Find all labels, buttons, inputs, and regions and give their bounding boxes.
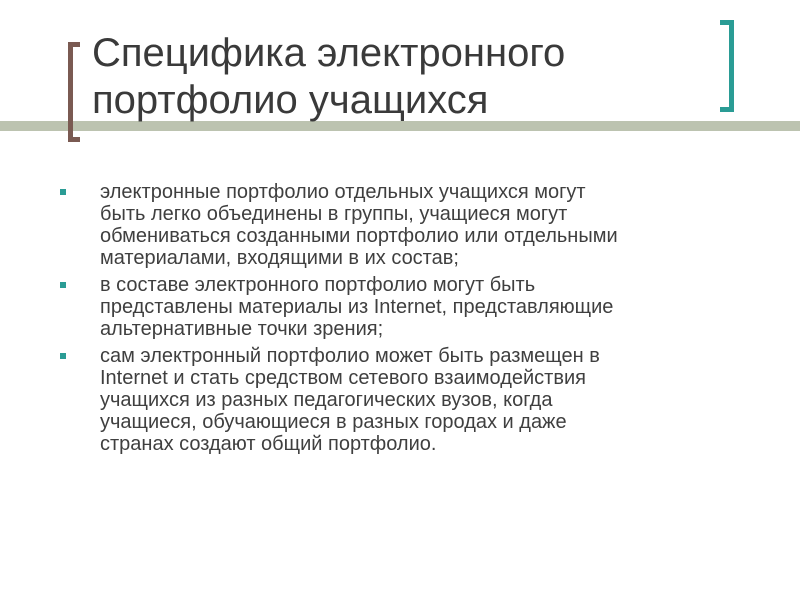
- bullet-item: [50, 274, 750, 340]
- bullet-text-line: сам электронный портфолио может быть размещен в: [100, 345, 600, 367]
- right-bracket-decoration: [720, 20, 734, 112]
- bullet-text-line: альтернативные точки зрения;: [100, 318, 384, 340]
- bullet-text: [100, 274, 750, 340]
- bullet-text-line: электронные портфолио отдельных учащихся могут: [100, 181, 586, 203]
- square-bullet-icon: [60, 189, 66, 195]
- square-bullet-icon: [60, 282, 66, 288]
- bullet-text-line: в составе электронного портфолио могут быть: [100, 274, 536, 296]
- bullet-item: [50, 181, 750, 269]
- bullet-text-line: странах создают общий портфолио.: [100, 433, 437, 455]
- bullet-text-line: Internet и стать средством сетевого взаимодействия: [100, 367, 586, 389]
- bullet-text: [100, 181, 750, 269]
- left-bracket-decoration: [68, 42, 80, 142]
- square-bullet-icon: [60, 353, 66, 359]
- bullet-text-line: обмениваться созданными портфолио или отдельными: [100, 225, 618, 247]
- slide-title: [92, 30, 692, 124]
- slide-title-line: портфолио учащихся: [92, 78, 489, 122]
- bullet-text: [100, 345, 750, 455]
- bullet-item: [50, 345, 750, 455]
- bullet-text-line: учащихся из разных педагогических вузов, когда: [100, 389, 553, 411]
- bullet-text-line: представлены материалы из Internet, представляющие: [100, 296, 614, 318]
- bullet-text-line: быть легко объединены в группы, учащиеся могут: [100, 203, 568, 225]
- slide-title-line: Специфика электронного: [92, 31, 566, 75]
- bullet-text-line: учащиеся, обучающиеся в разных городах и даже: [100, 411, 567, 433]
- bullet-text-line: материалами, входящими в их состав;: [100, 247, 459, 269]
- bullet-list: [50, 181, 750, 460]
